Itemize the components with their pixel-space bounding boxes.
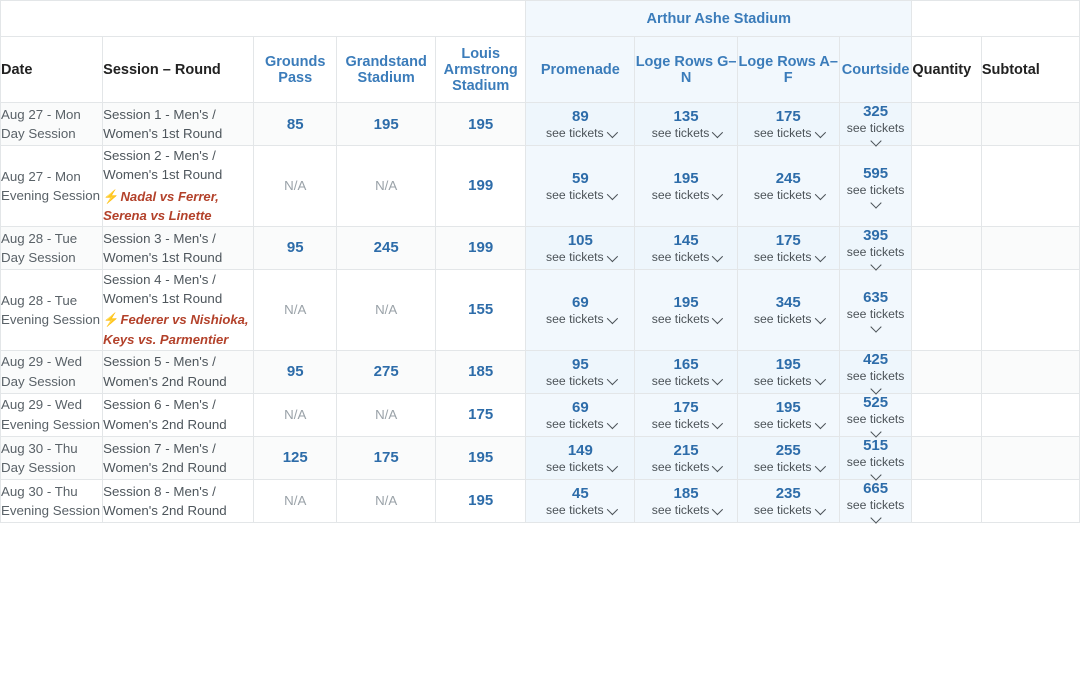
chevron-down-icon <box>814 504 825 515</box>
cell-grandstand-price[interactable]: 275 <box>337 350 436 393</box>
see-tickets-label: see tickets <box>753 187 812 202</box>
cell-loge-rows-g-n-price[interactable] <box>635 269 737 350</box>
see-tickets-label: see tickets <box>546 187 604 202</box>
see-tickets-label: see tickets <box>753 373 812 388</box>
table-row <box>1 226 1080 269</box>
cell-loge-rows-a-f-price[interactable] <box>737 269 839 350</box>
see-tickets-link[interactable] <box>526 250 634 264</box>
cell-loge-rows-g-n-price[interactable] <box>635 393 737 436</box>
chevron-down-icon <box>606 460 617 471</box>
see-tickets-label: see tickets <box>651 187 710 202</box>
see-tickets-link[interactable] <box>635 460 736 474</box>
cell-promenade-price[interactable] <box>526 393 635 436</box>
cell-date: Aug 28 - Tue Day Session <box>1 226 103 269</box>
column-header-loge-rows-g-n: Loge Rows G–N <box>635 37 737 103</box>
chevron-down-icon <box>712 127 723 138</box>
cell-louis-armstrong-price[interactable]: 195 <box>436 436 526 479</box>
price-amount: 215 <box>673 441 699 459</box>
cell-quantity[interactable] <box>912 350 981 393</box>
price-amount: 235 <box>775 484 801 502</box>
cell-promenade-price[interactable] <box>526 103 635 146</box>
cell-grounds-pass-price[interactable]: 85 <box>254 103 337 146</box>
see-tickets-link[interactable] <box>738 312 839 326</box>
cell-grandstand-price: N/A <box>337 146 436 227</box>
see-tickets-link[interactable] <box>526 126 634 140</box>
price-amount: 595 <box>863 164 889 182</box>
cell-courtside-price[interactable] <box>839 146 912 227</box>
cell-session-round <box>103 226 254 269</box>
price-amount: 195 <box>775 398 801 416</box>
see-tickets-link[interactable] <box>738 417 839 431</box>
see-tickets-link[interactable] <box>738 188 839 202</box>
cell-loge-rows-a-f-price[interactable] <box>737 226 839 269</box>
price-amount: 105 <box>567 231 593 249</box>
cell-date: Aug 30 - Thu Evening Session <box>1 479 103 522</box>
session-label: Session 4 - Men's / Women's 1st Round <box>103 271 223 307</box>
price-amount: 195 <box>673 293 699 311</box>
cell-subtotal <box>981 479 1079 522</box>
cell-loge-rows-g-n-price[interactable] <box>635 103 737 146</box>
cell-grounds-pass-price[interactable]: 125 <box>254 436 337 479</box>
cell-grounds-pass-price: N/A <box>254 479 337 522</box>
cell-quantity[interactable] <box>912 479 981 522</box>
chevron-down-icon <box>712 312 723 323</box>
price-amount: 165 <box>673 355 699 373</box>
cell-grounds-pass-price: N/A <box>254 269 337 350</box>
see-tickets-label: see tickets <box>651 459 710 474</box>
session-label: Session 7 - Men's / Women's 2nd Round <box>103 440 227 475</box>
column-header-grounds-pass: Grounds Pass <box>254 37 337 103</box>
cell-date: Aug 29 - Wed Evening Session <box>1 393 103 436</box>
see-tickets-label: see tickets <box>651 311 710 326</box>
see-tickets-label: see tickets <box>846 368 905 383</box>
see-tickets-link[interactable] <box>526 417 634 431</box>
chevron-down-icon <box>712 460 723 471</box>
price-amount: 525 <box>863 393 889 411</box>
cell-promenade-price[interactable] <box>526 436 635 479</box>
lightning-bolt-icon: ⚡ <box>103 312 120 328</box>
see-tickets-link[interactable] <box>635 374 736 388</box>
see-tickets-label: see tickets <box>846 121 905 135</box>
chevron-down-icon <box>606 251 617 262</box>
chevron-down-icon <box>870 321 881 332</box>
see-tickets-label: see tickets <box>546 373 604 388</box>
cell-subtotal <box>981 436 1079 479</box>
cell-date: Aug 30 - Thu Day Session <box>1 436 103 479</box>
cell-courtside-price[interactable] <box>839 269 912 350</box>
lightning-bolt-icon: ⚡ <box>103 188 120 204</box>
cell-quantity[interactable] <box>912 146 981 227</box>
price-amount: 195 <box>673 169 699 187</box>
see-tickets-label: see tickets <box>753 459 812 474</box>
chevron-down-icon <box>870 512 881 523</box>
chevron-down-icon <box>814 189 825 200</box>
cell-grounds-pass-price[interactable]: 95 <box>254 226 337 269</box>
see-tickets-link[interactable] <box>738 460 839 474</box>
price-amount: 515 <box>863 436 889 454</box>
cell-quantity[interactable] <box>912 226 981 269</box>
cell-subtotal <box>981 350 1079 393</box>
chevron-down-icon <box>606 374 617 385</box>
see-tickets-label: see tickets <box>546 126 604 141</box>
column-header-subtotal: Subtotal <box>981 37 1079 103</box>
see-tickets-link[interactable] <box>840 455 912 479</box>
price-amount: 195 <box>775 355 801 373</box>
see-tickets-link[interactable] <box>840 369 912 393</box>
chevron-down-icon <box>606 312 617 323</box>
see-tickets-label: see tickets <box>546 311 604 326</box>
price-amount: 69 <box>571 293 589 311</box>
see-tickets-label: see tickets <box>846 182 905 197</box>
table-row <box>1 393 1080 436</box>
price-amount: 255 <box>775 441 801 459</box>
column-header-session-round: Session – Round <box>103 37 254 103</box>
cell-grounds-pass-price[interactable]: 95 <box>254 350 337 393</box>
chevron-down-icon <box>814 417 825 428</box>
cell-grandstand-price[interactable]: 195 <box>337 103 436 146</box>
price-amount: 175 <box>775 231 801 249</box>
cell-courtside-price[interactable] <box>839 226 912 269</box>
session-label: Session 3 - Men's / Women's 1st Round <box>103 230 223 265</box>
cell-loge-rows-a-f-price[interactable] <box>737 103 839 146</box>
chevron-down-icon <box>712 251 723 262</box>
see-tickets-link[interactable] <box>840 412 912 436</box>
see-tickets-label: see tickets <box>846 244 905 259</box>
cell-grandstand-price: N/A <box>337 479 436 522</box>
table-row <box>1 269 1080 350</box>
column-header-date: Date <box>1 37 103 103</box>
see-tickets-link[interactable] <box>635 250 736 264</box>
cell-loge-rows-a-f-price[interactable] <box>737 146 839 227</box>
cell-promenade-price[interactable] <box>526 269 635 350</box>
see-tickets-label: see tickets <box>546 249 604 264</box>
see-tickets-link[interactable] <box>526 460 634 474</box>
see-tickets-label: see tickets <box>546 502 604 517</box>
see-tickets-link[interactable] <box>526 374 634 388</box>
price-amount: 185 <box>673 484 699 502</box>
table-row <box>1 479 1080 522</box>
table-row <box>1 350 1080 393</box>
cell-session-round <box>103 350 254 393</box>
column-header-louis-armstrong-stadium: Louis Armstrong Stadium <box>436 37 526 103</box>
column-header-courtside: Courtside <box>839 37 912 103</box>
see-tickets-label: see tickets <box>546 459 604 474</box>
cell-grandstand-price[interactable]: 245 <box>337 226 436 269</box>
cell-louis-armstrong-price[interactable]: 199 <box>436 146 526 227</box>
chevron-down-icon <box>606 417 617 428</box>
price-amount: 45 <box>571 484 589 502</box>
session-label: Session 5 - Men's / Women's 2nd Round <box>103 354 227 389</box>
column-header-quantity: Quantity <box>912 37 981 103</box>
see-tickets-link[interactable] <box>840 121 912 145</box>
cell-loge-rows-a-f-price[interactable] <box>737 479 839 522</box>
see-tickets-link[interactable] <box>526 188 634 202</box>
cell-loge-rows-g-n-price[interactable] <box>635 146 737 227</box>
cell-loge-rows-g-n-price[interactable] <box>635 226 737 269</box>
session-label: Session 1 - Men's / Women's 1st Round <box>103 106 223 142</box>
see-tickets-link[interactable] <box>635 126 736 140</box>
session-label: Session 6 - Men's / Women's 2nd Round <box>103 397 227 432</box>
cell-loge-rows-g-n-price[interactable] <box>635 350 737 393</box>
group-header-spacer-right <box>912 1 1080 37</box>
featured-match-label: Nadal vs Ferrer, Serena vs Linette <box>103 188 219 224</box>
price-amount: 89 <box>571 108 589 126</box>
cell-grounds-pass-price: N/A <box>254 146 337 227</box>
see-tickets-link[interactable] <box>526 503 634 517</box>
featured-match-note <box>103 310 253 349</box>
price-amount: 245 <box>775 169 801 187</box>
column-header-loge-rows-a-f: Loge Rows A–F <box>737 37 839 103</box>
cell-session-round <box>103 146 254 227</box>
chevron-down-icon <box>606 504 617 515</box>
see-tickets-label: see tickets <box>753 249 812 264</box>
price-amount: 395 <box>863 226 889 244</box>
table-header <box>1 1 1080 103</box>
column-header-promenade: Promenade <box>526 37 635 103</box>
cell-loge-rows-a-f-price[interactable] <box>737 436 839 479</box>
price-amount: 665 <box>863 479 889 497</box>
table-row <box>1 146 1080 227</box>
see-tickets-link[interactable] <box>738 250 839 264</box>
cell-loge-rows-g-n-price[interactable] <box>635 436 737 479</box>
cell-grandstand-price: N/A <box>337 269 436 350</box>
price-amount: 175 <box>775 108 801 126</box>
cell-louis-armstrong-price[interactable]: 199 <box>436 226 526 269</box>
chevron-down-icon <box>814 127 825 138</box>
featured-match-note <box>103 187 253 226</box>
column-header-grandstand-stadium: Grandstand Stadium <box>337 37 436 103</box>
cell-quantity[interactable] <box>912 393 981 436</box>
chevron-down-icon <box>814 460 825 471</box>
see-tickets-link[interactable] <box>635 312 736 326</box>
cell-grandstand-price[interactable]: 175 <box>337 436 436 479</box>
cell-courtside-price[interactable] <box>839 479 912 522</box>
see-tickets-label: see tickets <box>846 497 905 512</box>
cell-courtside-price[interactable] <box>839 103 912 146</box>
price-amount: 325 <box>863 103 889 120</box>
price-amount: 425 <box>863 350 889 368</box>
cell-quantity[interactable] <box>912 269 981 350</box>
price-amount: 135 <box>673 108 699 126</box>
cell-session-round <box>103 269 254 350</box>
chevron-down-icon <box>712 504 723 515</box>
cell-quantity[interactable] <box>912 436 981 479</box>
price-amount: 145 <box>673 231 699 249</box>
chevron-down-icon <box>814 374 825 385</box>
cell-date: Aug 28 - Tue Evening Session <box>1 269 103 350</box>
table-row <box>1 436 1080 479</box>
cell-loge-rows-a-f-price[interactable] <box>737 393 839 436</box>
see-tickets-label: see tickets <box>753 416 812 431</box>
see-tickets-label: see tickets <box>651 502 710 517</box>
chevron-down-icon <box>870 197 881 208</box>
cell-subtotal <box>981 103 1079 146</box>
group-header-arthur-ashe-stadium: Arthur Ashe Stadium <box>526 1 912 37</box>
cell-date: Aug 27 - Mon Day Session <box>1 103 103 146</box>
cell-louis-armstrong-price[interactable]: 185 <box>436 350 526 393</box>
see-tickets-link[interactable] <box>635 188 736 202</box>
chevron-down-icon <box>712 374 723 385</box>
see-tickets-link[interactable] <box>840 245 912 269</box>
price-amount: 69 <box>571 398 589 416</box>
cell-quantity[interactable] <box>912 103 981 146</box>
cell-louis-armstrong-price[interactable]: 155 <box>436 269 526 350</box>
see-tickets-label: see tickets <box>846 306 905 321</box>
session-label: Session 2 - Men's / Women's 1st Round <box>103 148 223 183</box>
cell-grounds-pass-price: N/A <box>254 393 337 436</box>
see-tickets-link[interactable] <box>738 503 839 517</box>
cell-subtotal <box>981 269 1079 350</box>
featured-match-label: Federer vs Nishioka, Keys vs. Parmentier <box>103 312 249 348</box>
cell-courtside-price[interactable] <box>839 350 912 393</box>
chevron-down-icon <box>814 251 825 262</box>
see-tickets-label: see tickets <box>651 126 710 141</box>
cell-subtotal <box>981 146 1079 227</box>
price-amount: 95 <box>571 355 589 373</box>
cell-promenade-price[interactable] <box>526 350 635 393</box>
cell-subtotal <box>981 226 1079 269</box>
cell-grandstand-price: N/A <box>337 393 436 436</box>
chevron-down-icon <box>712 189 723 200</box>
cell-courtside-price[interactable] <box>839 436 912 479</box>
see-tickets-label: see tickets <box>651 373 710 388</box>
chevron-down-icon <box>712 417 723 428</box>
see-tickets-label: see tickets <box>546 416 604 431</box>
cell-session-round <box>103 103 254 146</box>
price-amount: 149 <box>567 441 593 459</box>
see-tickets-link[interactable] <box>738 374 839 388</box>
see-tickets-label: see tickets <box>753 311 812 326</box>
see-tickets-link[interactable] <box>526 312 634 326</box>
see-tickets-link[interactable] <box>840 498 912 522</box>
see-tickets-link[interactable] <box>840 307 912 331</box>
see-tickets-link[interactable] <box>635 503 736 517</box>
see-tickets-label: see tickets <box>651 249 710 264</box>
cell-promenade-price[interactable] <box>526 479 635 522</box>
cell-session-round <box>103 479 254 522</box>
group-header-row <box>1 1 1080 37</box>
see-tickets-label: see tickets <box>651 416 710 431</box>
group-header-spacer <box>1 1 526 37</box>
cell-louis-armstrong-price[interactable]: 175 <box>436 393 526 436</box>
see-tickets-label: see tickets <box>846 454 905 469</box>
cell-date: Aug 29 - Wed Day Session <box>1 350 103 393</box>
table-body <box>1 103 1080 523</box>
chevron-down-icon <box>814 312 825 323</box>
chevron-down-icon <box>606 127 617 138</box>
price-amount: 175 <box>673 398 699 416</box>
column-header-row <box>1 37 1080 103</box>
cell-session-round <box>103 436 254 479</box>
see-tickets-link[interactable] <box>840 183 912 207</box>
cell-promenade-price[interactable] <box>526 146 635 227</box>
chevron-down-icon <box>606 189 617 200</box>
price-amount: 345 <box>775 293 801 311</box>
see-tickets-link[interactable] <box>635 417 736 431</box>
see-tickets-link[interactable] <box>738 126 839 140</box>
cell-louis-armstrong-price[interactable]: 195 <box>436 479 526 522</box>
cell-loge-rows-g-n-price[interactable] <box>635 479 737 522</box>
cell-loge-rows-a-f-price[interactable] <box>737 350 839 393</box>
cell-courtside-price[interactable] <box>839 393 912 436</box>
see-tickets-label: see tickets <box>846 411 905 426</box>
cell-date: Aug 27 - Mon Evening Session <box>1 146 103 227</box>
cell-session-round <box>103 393 254 436</box>
cell-promenade-price[interactable] <box>526 226 635 269</box>
see-tickets-label: see tickets <box>753 126 812 141</box>
session-label: Session 8 - Men's / Women's 2nd Round <box>103 483 227 518</box>
see-tickets-label: see tickets <box>753 502 812 517</box>
price-amount: 635 <box>863 288 889 306</box>
price-amount: 59 <box>571 169 589 187</box>
cell-subtotal <box>981 393 1079 436</box>
cell-louis-armstrong-price[interactable]: 195 <box>436 103 526 146</box>
table-row <box>1 103 1080 146</box>
